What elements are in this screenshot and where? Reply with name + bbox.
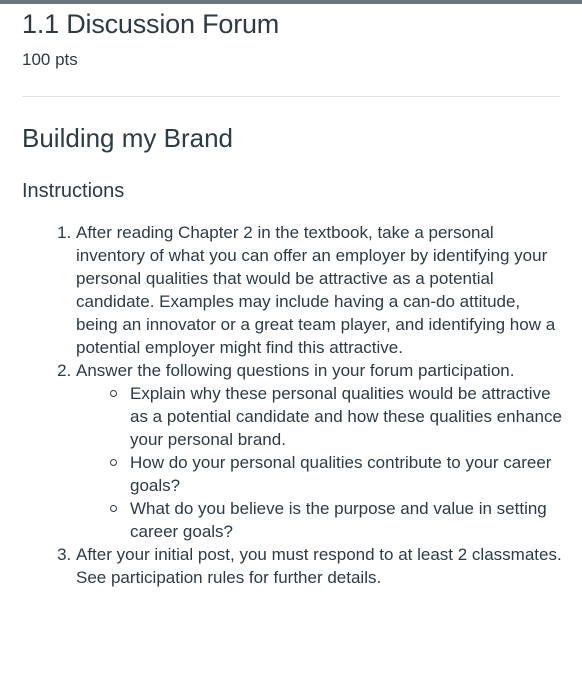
assignment-heading: Building my Brand	[22, 123, 233, 153]
instructions-list	[22, 221, 562, 589]
divider	[22, 96, 560, 97]
instruction-step-text: After your initial post, you must respond to at least 2 classmates. See participation rules for further details.	[76, 545, 562, 587]
question-item: Explain why these personal qualities would be attractive as a potential candidate and how these qualities enhance your personal brand.	[130, 384, 562, 449]
question-list	[76, 382, 562, 543]
discussion-page	[22, 6, 562, 589]
instruction-step	[76, 221, 562, 359]
top-border	[0, 0, 582, 4]
instructions-heading: Instructions	[22, 180, 125, 202]
question-item: How do your personal qualities contribute to your career goals?	[130, 451, 562, 497]
instruction-step	[76, 543, 562, 589]
page-title: 1.1 Discussion Forum	[22, 9, 280, 39]
question-item: What do you believe is the purpose and value in setting career goals?	[130, 497, 562, 543]
instruction-step-text: Answer the following questions in your forum participation.	[76, 361, 515, 380]
instruction-step-text: After reading Chapter 2 in the textbook, take a personal inventory of what you can offer an employer by identifying your personal qualities that would be attractive as a potential candidate. Examples may include having a can-do attitude, being an innovator or a great team player, and identifying how a potential employer might find this attractive.	[76, 223, 556, 357]
points-value: 100 pts	[22, 50, 78, 69]
instruction-step	[76, 359, 562, 543]
